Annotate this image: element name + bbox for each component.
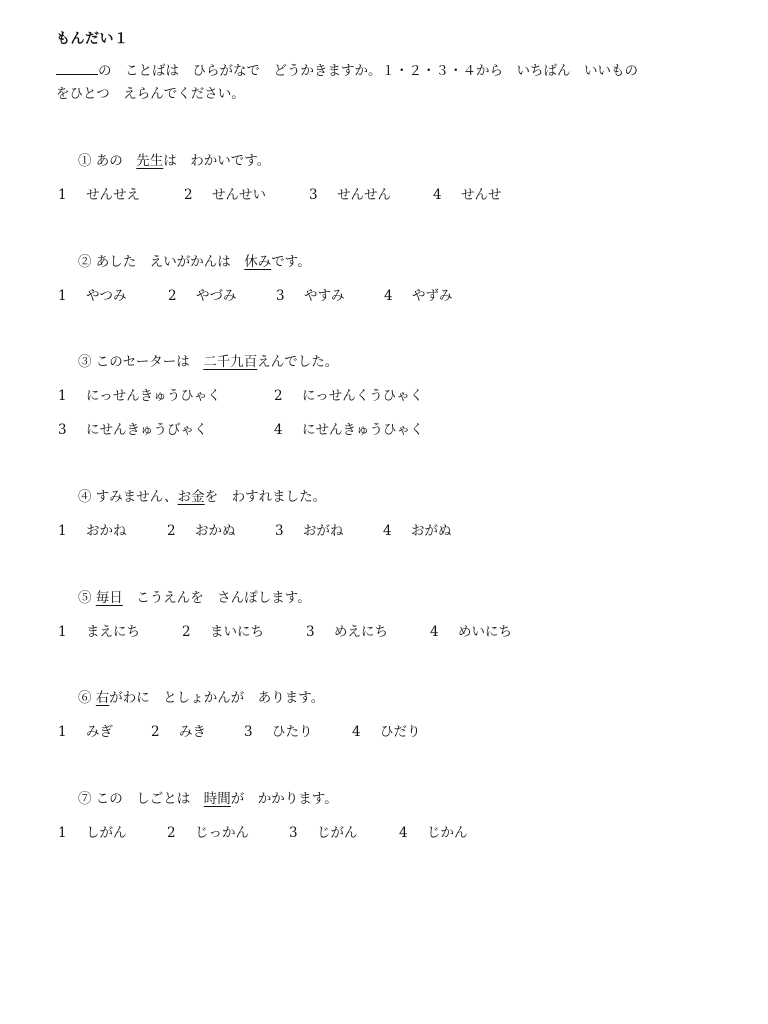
option-text: めえにち — [334, 624, 388, 640]
option-1[interactable] — [58, 720, 151, 740]
option-number: 4 — [352, 724, 361, 740]
question-number: ③ — [78, 354, 92, 370]
option-3[interactable] — [58, 418, 274, 438]
option-number: 2 — [151, 724, 160, 740]
question-text-post: です。 — [271, 254, 311, 270]
underlined-word: 休み — [244, 254, 272, 270]
question-number: ⑤ — [78, 590, 92, 606]
option-2[interactable] — [167, 519, 275, 539]
option-2[interactable] — [274, 384, 423, 404]
question-3 — [78, 350, 338, 370]
question-3-options-row-2 — [58, 418, 424, 438]
option-1[interactable] — [58, 384, 274, 404]
option-text: じがん — [317, 825, 358, 841]
option-text: まいにち — [210, 624, 264, 640]
option-text: じっかん — [195, 825, 249, 841]
option-number: 1 — [58, 288, 67, 304]
question-4-options — [58, 519, 452, 539]
question-3-options-row-1 — [58, 384, 423, 404]
option-number: 3 — [306, 624, 315, 640]
underlined-word: 右 — [95, 690, 110, 706]
option-text: おがね — [303, 523, 344, 539]
option-4[interactable] — [352, 720, 421, 740]
option-number: 4 — [274, 422, 283, 438]
option-4[interactable] — [384, 284, 453, 304]
option-4[interactable] — [383, 519, 452, 539]
option-text: やづみ — [196, 288, 237, 304]
option-text: みぎ — [86, 724, 113, 740]
option-1[interactable] — [58, 183, 184, 203]
option-3[interactable] — [244, 720, 352, 740]
option-3[interactable] — [276, 284, 384, 304]
option-2[interactable] — [182, 620, 306, 640]
question-1-options — [58, 183, 502, 203]
option-text: おかぬ — [195, 523, 236, 539]
question-7-options — [58, 821, 468, 841]
option-text: おかね — [86, 523, 127, 539]
option-text: じかん — [427, 825, 468, 841]
underlined-word: 毎日 — [95, 590, 123, 606]
question-text-pre: あの — [95, 153, 137, 169]
option-number: 3 — [58, 422, 67, 438]
underlined-word: お金 — [177, 489, 205, 505]
option-number: 1 — [58, 388, 67, 404]
option-number: 1 — [58, 724, 67, 740]
question-number: ⑦ — [78, 791, 92, 807]
page-title: もんだい１ — [56, 31, 129, 47]
option-1[interactable] — [58, 519, 167, 539]
option-number: 4 — [383, 523, 392, 539]
underlined-word: 先生 — [136, 153, 164, 169]
answer-blank-line — [56, 60, 98, 75]
option-number: 3 — [275, 523, 284, 539]
option-2[interactable] — [168, 284, 276, 304]
option-1[interactable] — [58, 284, 168, 304]
option-number: 4 — [384, 288, 393, 304]
option-2[interactable] — [167, 821, 289, 841]
option-number: 4 — [399, 825, 408, 841]
question-7 — [78, 787, 338, 807]
question-number: ⑥ — [78, 690, 92, 706]
option-text: せんせ — [461, 187, 502, 203]
option-number: 3 — [244, 724, 253, 740]
instructions-line-2: をひとつ えらんでください。 — [56, 86, 245, 102]
option-number: 2 — [168, 288, 177, 304]
option-text: めいにち — [458, 624, 512, 640]
option-3[interactable] — [275, 519, 383, 539]
option-number: 2 — [182, 624, 191, 640]
question-2-options — [58, 284, 453, 304]
option-number: 3 — [276, 288, 285, 304]
question-number: ② — [78, 254, 92, 270]
option-text: やすみ — [304, 288, 345, 304]
question-number: ① — [78, 153, 92, 169]
option-text: にせんきゅうびゃく — [86, 422, 208, 438]
underlined-word: 時間 — [203, 791, 231, 807]
question-2 — [78, 250, 311, 270]
question-text-post: えんでした。 — [257, 354, 339, 370]
option-1[interactable] — [58, 620, 182, 640]
option-number: 3 — [309, 187, 318, 203]
option-text: やずみ — [412, 288, 453, 304]
option-4[interactable] — [274, 418, 424, 438]
question-text-pre: この しごとは — [95, 791, 204, 807]
option-text: おがぬ — [411, 523, 452, 539]
option-2[interactable] — [184, 183, 309, 203]
question-text-post: こうえんを さんぽします。 — [122, 590, 311, 606]
option-4[interactable] — [430, 620, 512, 640]
option-1[interactable] — [58, 821, 167, 841]
option-number: 1 — [58, 624, 67, 640]
option-text: せんせえ — [86, 187, 140, 203]
option-text: まえにち — [86, 624, 140, 640]
option-2[interactable] — [151, 720, 244, 740]
option-number: 2 — [167, 523, 176, 539]
question-4 — [78, 485, 326, 505]
option-text: にせんきゅうひゃく — [302, 422, 424, 438]
question-text-post: を わすれました。 — [204, 489, 327, 505]
option-number: 4 — [433, 187, 442, 203]
underlined-word: 二千九百 — [203, 354, 258, 370]
option-number: 1 — [58, 187, 67, 203]
option-text: ひだり — [380, 724, 421, 740]
option-number: 2 — [274, 388, 283, 404]
question-number: ④ — [78, 489, 92, 505]
question-6 — [78, 686, 324, 706]
option-number: 2 — [184, 187, 193, 203]
option-4[interactable] — [399, 821, 468, 841]
question-text-pre: このセーターは — [95, 354, 204, 370]
question-text-pre: すみません、 — [95, 489, 178, 505]
instructions — [56, 60, 724, 106]
question-6-options — [58, 720, 421, 740]
option-3[interactable] — [309, 183, 433, 203]
option-text: にっせんきゅうひゃく — [86, 388, 221, 404]
option-text: せんせん — [337, 187, 391, 203]
option-text: やつみ — [86, 288, 127, 304]
option-text: しがん — [86, 825, 127, 841]
option-number: 3 — [289, 825, 298, 841]
option-number: 1 — [58, 523, 67, 539]
option-text: にっせんくうひゃく — [302, 388, 424, 404]
question-text-post: が かかります。 — [230, 791, 338, 807]
option-text: せんせい — [212, 187, 266, 203]
question-1 — [78, 149, 270, 169]
option-number: 2 — [167, 825, 176, 841]
question-5 — [78, 586, 311, 606]
question-text-post: がわに としょかんが あります。 — [109, 690, 325, 706]
option-3[interactable] — [306, 620, 430, 640]
option-number: 4 — [430, 624, 439, 640]
question-text-pre: あした えいがかんは — [95, 254, 245, 270]
question-text-post: は わかいです。 — [163, 153, 271, 169]
question-5-options — [58, 620, 512, 640]
option-3[interactable] — [289, 821, 399, 841]
option-number: 1 — [58, 825, 67, 841]
option-4[interactable] — [433, 183, 502, 203]
option-text: みき — [179, 724, 206, 740]
instructions-line-1: の ことばは ひらがなで どうかきますか。１・２・３・４から いちばん いいもの — [98, 63, 638, 79]
option-text: ひたり — [272, 724, 313, 740]
